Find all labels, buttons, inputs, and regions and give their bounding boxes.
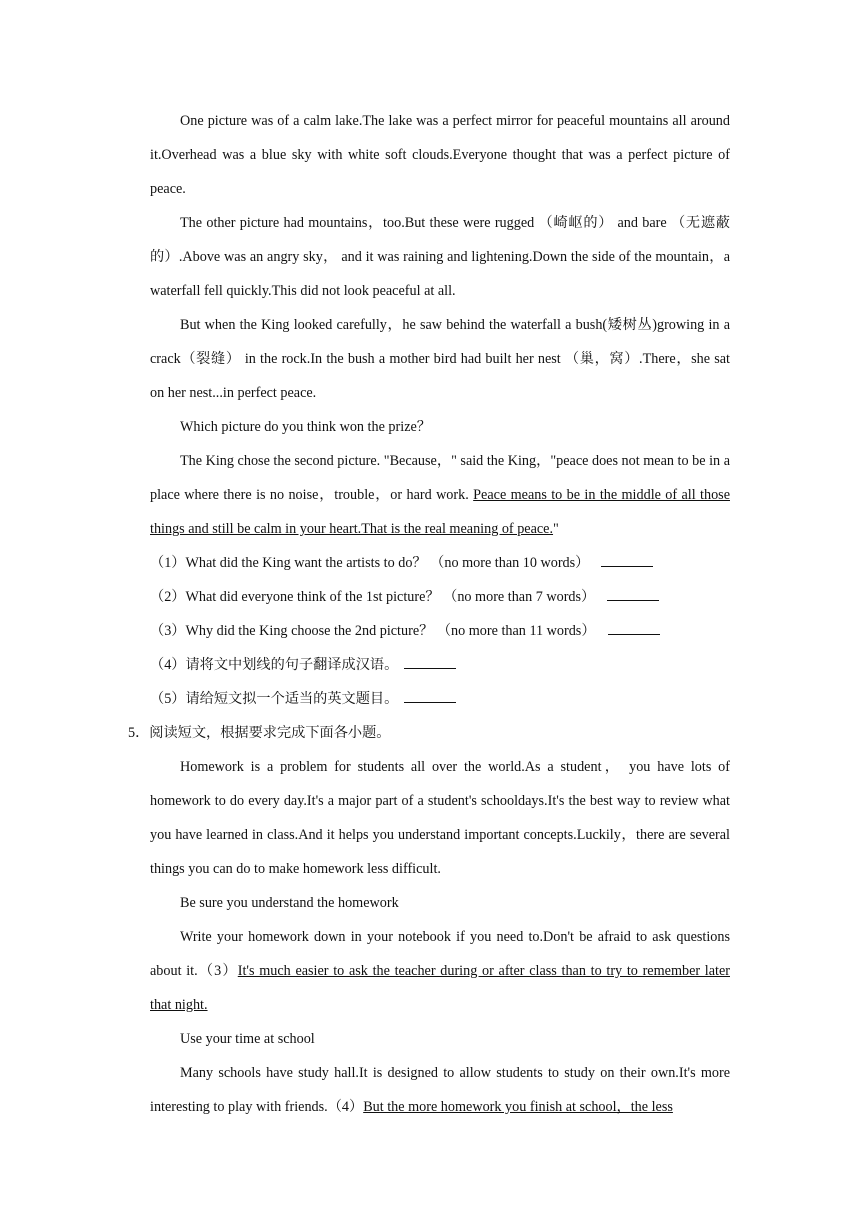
section-5-subheading-1: Be sure you understand the homework: [180, 895, 399, 911]
underlined-sentence: Peace means to be in the middle of all those things and still be calm in your heart.That is the real meaning of peace.: [150, 487, 730, 537]
question-5: [150, 682, 730, 716]
passage-paragraph-2: The other picture had mountains，too.But these were rugged （崎岖的） and bare （无遮蔽的）.Above was an angry sky， and it was raining and lightening.Down the side of the mountain，a waterfall fell quickly.This did not look peaceful at all.: [150, 215, 730, 299]
answer-blank-4[interactable]: [404, 654, 456, 669]
question-4-text: （4）请将文中划线的句子翻译成汉语。: [150, 657, 399, 673]
passage-p5-end: ": [553, 521, 559, 537]
section-5-heading: 5．阅读短文，根据要求完成下面各小题。: [128, 725, 391, 741]
question-4: [150, 648, 730, 682]
passage-paragraph-5: [150, 444, 730, 546]
document-page: [128, 104, 730, 1124]
passage-paragraph-3: But when the King looked carefully，he saw behind the waterfall a bush(矮树丛)growing in a crack（裂缝） in the rock.In the bush a mother bird had built her nest （巢，窝）.There，she sat on her nest...in perfect peace.: [150, 317, 730, 401]
passage-paragraph-1: One picture was of a calm lake.The lake was a perfect mirror for peaceful mountains all around it.Overhead was a blue sky with white soft clouds.Everyone thought that was a perfect picture of peace.: [150, 113, 730, 197]
question-1-text: （1）What did the King want the artists to do？ （no more than 10 words）: [150, 555, 590, 571]
underlined-sentence-4: But the more homework you finish at school，the less: [363, 1099, 673, 1115]
section-5-p2-text: Write your homework down in your notebook if you need to.Don't be afraid to ask questions about it.（3）: [150, 929, 730, 979]
section-5-p3-text: Many schools have study hall.It is designed to allow students to study on their own.It's more interesting to play with friends.（4）: [150, 1065, 730, 1115]
section-5-subheading-2: Use your time at school: [180, 1031, 315, 1047]
question-2: [150, 580, 730, 614]
answer-blank-1[interactable]: [601, 552, 653, 567]
answer-blank-2[interactable]: [607, 586, 659, 601]
answer-blank-5[interactable]: [404, 688, 456, 703]
section-5-paragraph-1: Homework is a problem for students all over the world.As a student， you have lots of homework to do every day.It's a major part of a student's schooldays.It's the best way to review what you have learned in class.And it helps you understand important concepts.Luckily，there are several things you can do to make homework less difficult.: [150, 759, 730, 877]
section-5-paragraph-2: [150, 920, 730, 1022]
section-5-paragraph-3: [150, 1056, 730, 1124]
passage-p5-text: The King chose the second picture. "Because，" said the King，"peace does not mean to be in a place where there is no noise，trouble，or hard work.: [150, 453, 730, 503]
answer-blank-3[interactable]: [608, 620, 660, 635]
passage-paragraph-4: Which picture do you think won the prize？: [180, 419, 431, 435]
underlined-sentence-3: It's much easier to ask the teacher during or after class than to try to remember later that night.: [150, 963, 730, 1013]
question-1: [150, 546, 730, 580]
question-3-text: （3）Why did the King choose the 2nd picture？ （no more than 11 words）: [150, 623, 596, 639]
question-2-text: （2）What did everyone think of the 1st picture？ （no more than 7 words）: [150, 589, 596, 605]
question-5-text: （5）请给短文拟一个适当的英文题目。: [150, 691, 399, 707]
question-3: [150, 614, 730, 648]
